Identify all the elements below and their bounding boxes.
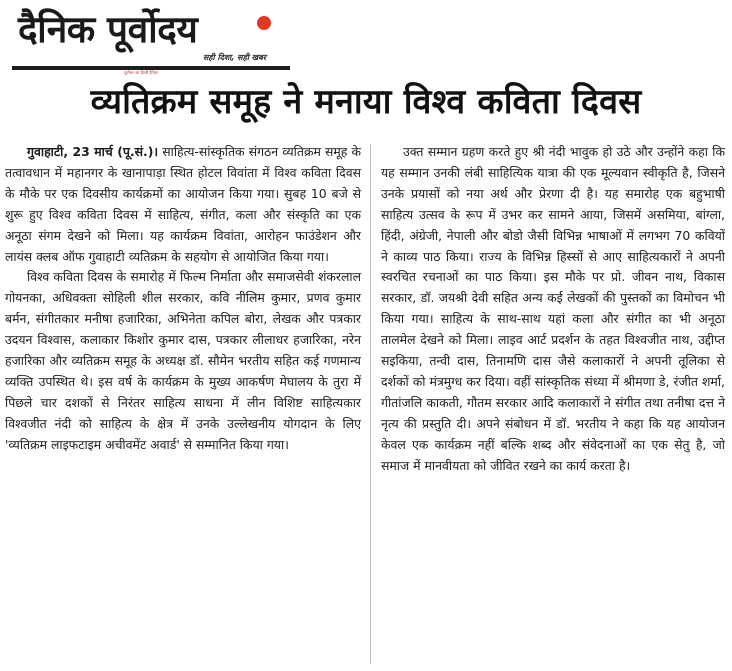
paragraph-text: साहित्य-सांस्कृतिक संगठन व्यतिक्रम समूह के तत्वावधान में महानगर के खानापाड़ा स्थित होटल विवांता में विश्व कविता दिवस के मौके पर एक दिवसीय कार्यक्रमों का आयोजन किया गया। सुबह 10 बजे से शुरू हुए विश्व कविता दिवस में साहित्य, संगीत, कला और संस्कृति का एक अनूठा संगम देखने को मिला। यह कार्यक्रम विवांता, आरोहन फाउंडेशन और लायंस क्लब ऑफ गुवाहाटी व्यतिक्रम के सहयोग से आयोजित किया गया। <box>5 144 361 264</box>
article-column-left <box>5 142 361 456</box>
paragraph: उक्त सम्मान ग्रहण करते हुए श्री नंदी भावुक हो उठे और उन्होंने कहा कि यह सम्मान उनकी लंबी साहित्यिक यात्रा की एक मूल्यवान स्वीकृति है, जिसने उनके प्रयासों को नया अर्थ और प्रेरणा दी है। यह समारोह एक बहुभाषी साहित्य उत्सव के रूप में उभर कर सामने आया, जिसमें असमिया, बांग्ला, हिंदी, अंग्रेजी, नेपाली और बोडो जैसी विभिन्न भाषाओं में लगभग 70 कवियों ने काव्य पाठ किया। राज्य के विभिन्न हिस्सों से आए साहित्यकारों ने अपनी स्वरचित रचनाओं का पाठ किया। इस मौके पर प्रो. जीवन नाथ, विकास सरकार, डॉ. जयश्री देवी सहित अन्य कई लेखकों की पुस्तकों का विमोचन भी किया गया। साहित्य के साथ-साथ यहां कला और संगीत का भी अनूठा तालमेल देखने को मिला। लाइव आर्ट प्रदर्शन के तहत विश्वजीत नाथ, उद्दीप्त सइकिया, तन्वी दास, तिनामणि दास जैसे कलाकारों ने अपनी तूलिका से दर्शकों को मंत्रमुग्ध कर दिया। वहीं सांस्कृतिक संध्या में श्रीमणा डे, रंजीत शर्मा, गीतांजलि काकती, गौतम सरकार आदि कलाकारों ने संगीत तथा तनीषा दत्त ने नृत्य की प्रस्तुति दी। अपने संबोधन में डॉ. भरतीय ने कहा कि यह आयोजन केवल एक कार्यक्रम नहीं बल्कि शब्द और संवेदनाओं का एक सेतु है, जो समाज में मानवीयता को जीवित रखने का कार्य करता है। <box>381 144 725 473</box>
newspaper-logo: दैनिक पूर्वोदय <box>18 7 198 51</box>
paragraph <box>5 142 361 267</box>
logo-microline: पूर्वोत्तर का हिन्दी दैनिक <box>124 70 158 75</box>
tagline: सही दिशा, सही खबर <box>203 53 267 62</box>
paragraph: विश्व कविता दिवस के समारोह में फिल्म निर्माता और समाजसेवी शंकरलाल गोयनका, अधिवक्ता सोहिली शील सरकार, कवि नीलिम कुमार, प्रणव कुमार बर्मन, संगीतकार मनीषा हजारिका, अभिनेता कपिल बोरा, लेखक और पत्रकार उदयन विश्वास, कलाकार किशोर कुमार दास, पत्रकार लीलाधर हजारिका, नरेन हजारिका और व्यतिक्रम समूह के अध्यक्ष डॉ. सौमेन भरतीय सहित कई गणमान्य व्यक्ति उपस्थित थे। इस वर्ष के कार्यक्रम के मुख्य आकर्षण मेघालय के तुरा में पिछले चार दशकों से निरंतर साहित्य साधना में लीन विशिष्ट साहित्यकार विश्वजीत नंदी को साहित्य के क्षेत्र में उनके उल्लेखनीय योगदान के लिए 'व्यतिक्रम लाइफटाइम अचीवमेंट अवार्ड' से सम्मानित किया गया। <box>5 269 361 452</box>
logo-dot <box>257 16 271 30</box>
dateline: गुवाहाटी, 23 मार्च (पू.सं.)। <box>27 144 159 159</box>
column-divider <box>370 144 371 664</box>
article-headline: व्यतिक्रम समूह ने मनाया विश्व कविता दिवस <box>90 82 642 122</box>
masthead <box>6 2 306 74</box>
article-column-right <box>381 142 725 477</box>
